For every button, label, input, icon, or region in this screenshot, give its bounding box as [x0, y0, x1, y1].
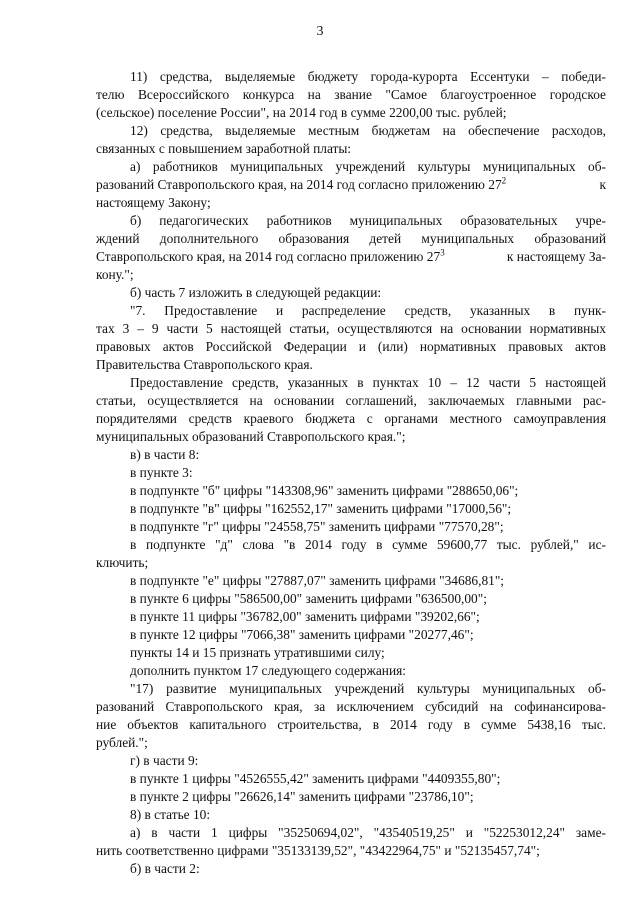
text-line-with-superscript	[96, 248, 606, 266]
text-line: а) работников муниципальных учреждений культуры муниципальных об-	[130, 159, 606, 174]
text-line: в подпункте "б" цифры "143308,96" заменить цифрами "288650,06";	[130, 483, 519, 498]
text-line: ключить;	[96, 555, 149, 570]
text-line: связанных с повышением заработной платы:	[96, 141, 352, 156]
text-line: в пункте 1 цифры "4526555,42" заменить цифрами "4409355,80";	[130, 771, 501, 786]
text-line: порядителями средств краевого бюджета с органами местного самоуправления	[96, 411, 606, 426]
text-line: в пункте 11 цифры "36782,00" заменить цифрами "39202,66";	[130, 609, 480, 624]
text-line: рублей.";	[96, 735, 148, 750]
text-line: дополнить пунктом 17 следующего содержания:	[130, 663, 407, 678]
text-line: в пункте 3:	[130, 465, 193, 480]
superscript: 3	[440, 247, 445, 258]
text-line: муниципальных образований Ставропольского края.";	[96, 429, 406, 444]
text-line: 8) в статье 10:	[130, 807, 211, 822]
text-line: Правительства Ставропольского края.	[96, 357, 313, 372]
text-line: тах 3 – 9 части 5 настоящей статьи, осуществляются на основании нормативных	[96, 321, 606, 336]
text-line: г) в части 9:	[130, 753, 199, 768]
text-fragment: разований Ставропольского края, на 2014 год согласно приложению 27	[96, 177, 502, 192]
text-line: "17) развитие муниципальных учреждений культуры муниципальных об-	[130, 681, 606, 696]
text-line: в подпункте "в" цифры "162552,17" заменить цифрами "17000,56";	[130, 501, 512, 516]
superscript: 2	[501, 175, 507, 186]
text-line: кону.";	[96, 267, 134, 282]
text-line: правовых актов Российской Федерации и (или) нормативных правовых актов	[96, 339, 606, 354]
text-line: Предоставление средств, указанных в пунктах 10 – 12 части 5 настоящей	[130, 375, 606, 390]
text-line-with-superscript	[96, 176, 606, 194]
text-line: в подпункте "г" цифры "24558,75" заменить цифрами "77570,28";	[130, 519, 504, 534]
text-line: ждений дополнительного образования детей муниципальных образований	[96, 231, 606, 246]
text-fragment: к настоящему За-	[506, 249, 606, 264]
text-line: в пункте 2 цифры "26626,14" заменить цифрами "23786,10";	[130, 789, 474, 804]
text-line: б) в части 2:	[130, 861, 200, 876]
text-line: 11) средства, выделяемые бюджету города-курорта Ессентуки – победи-	[130, 69, 606, 84]
text-line: статьи, осуществляется на основании соглашений, заключаемых главными рас-	[96, 393, 606, 408]
text-line: в) в части 8:	[130, 447, 200, 462]
text-line: в пункте 6 цифры "586500,00" заменить цифрами "636500,00";	[130, 591, 487, 606]
text-line: нить соответственно цифрами "35133139,52", "43422964,75" и "52135457,74";	[96, 843, 540, 858]
text-fragment: Ставропольского края, на 2014 год согласно приложению 27	[96, 249, 441, 264]
text-line: а) в части 1 цифры "35250694,02", "43540519,25" и "52253012,24" заме-	[130, 825, 606, 840]
text-line: настоящему Закону;	[96, 195, 211, 210]
page-number: 3	[316, 24, 324, 39]
text-line: в пункте 12 цифры "7066,38" заменить цифрами "20277,46";	[130, 627, 474, 642]
text-line: "7. Предоставление и распределение средств, указанных в пунк-	[130, 303, 606, 318]
text-fragment: к	[599, 177, 606, 192]
text-line: ние объектов капитального строительства, в 2014 году в сумме 5438,16 тыс.	[96, 717, 606, 732]
text-line: 12) средства, выделяемые местным бюджетам на обеспечение расходов,	[130, 123, 606, 138]
text-line: в подпункте "д" слова "в 2014 году в сумме 59600,77 тыс. рублей," ис-	[130, 537, 606, 552]
text-line: б) часть 7 изложить в следующей редакции:	[130, 285, 382, 300]
text-line: телю Всероссийского конкурса на звание "Самое благоустроенное городское	[96, 87, 606, 102]
text-line: в подпункте "е" цифры "27887,07" заменить цифрами "34686,81";	[130, 573, 505, 588]
text-line: (сельское) поселение России", на 2014 год в сумме 2200,00 тыс. рублей;	[96, 105, 507, 120]
text-line: разований Ставропольского края, за исключением субсидий на софинансирова-	[96, 699, 606, 714]
text-line: пункты 14 и 15 признать утратившими силу;	[130, 645, 385, 660]
text-line: б) педагогических работников муниципальных образовательных учре-	[130, 213, 606, 228]
